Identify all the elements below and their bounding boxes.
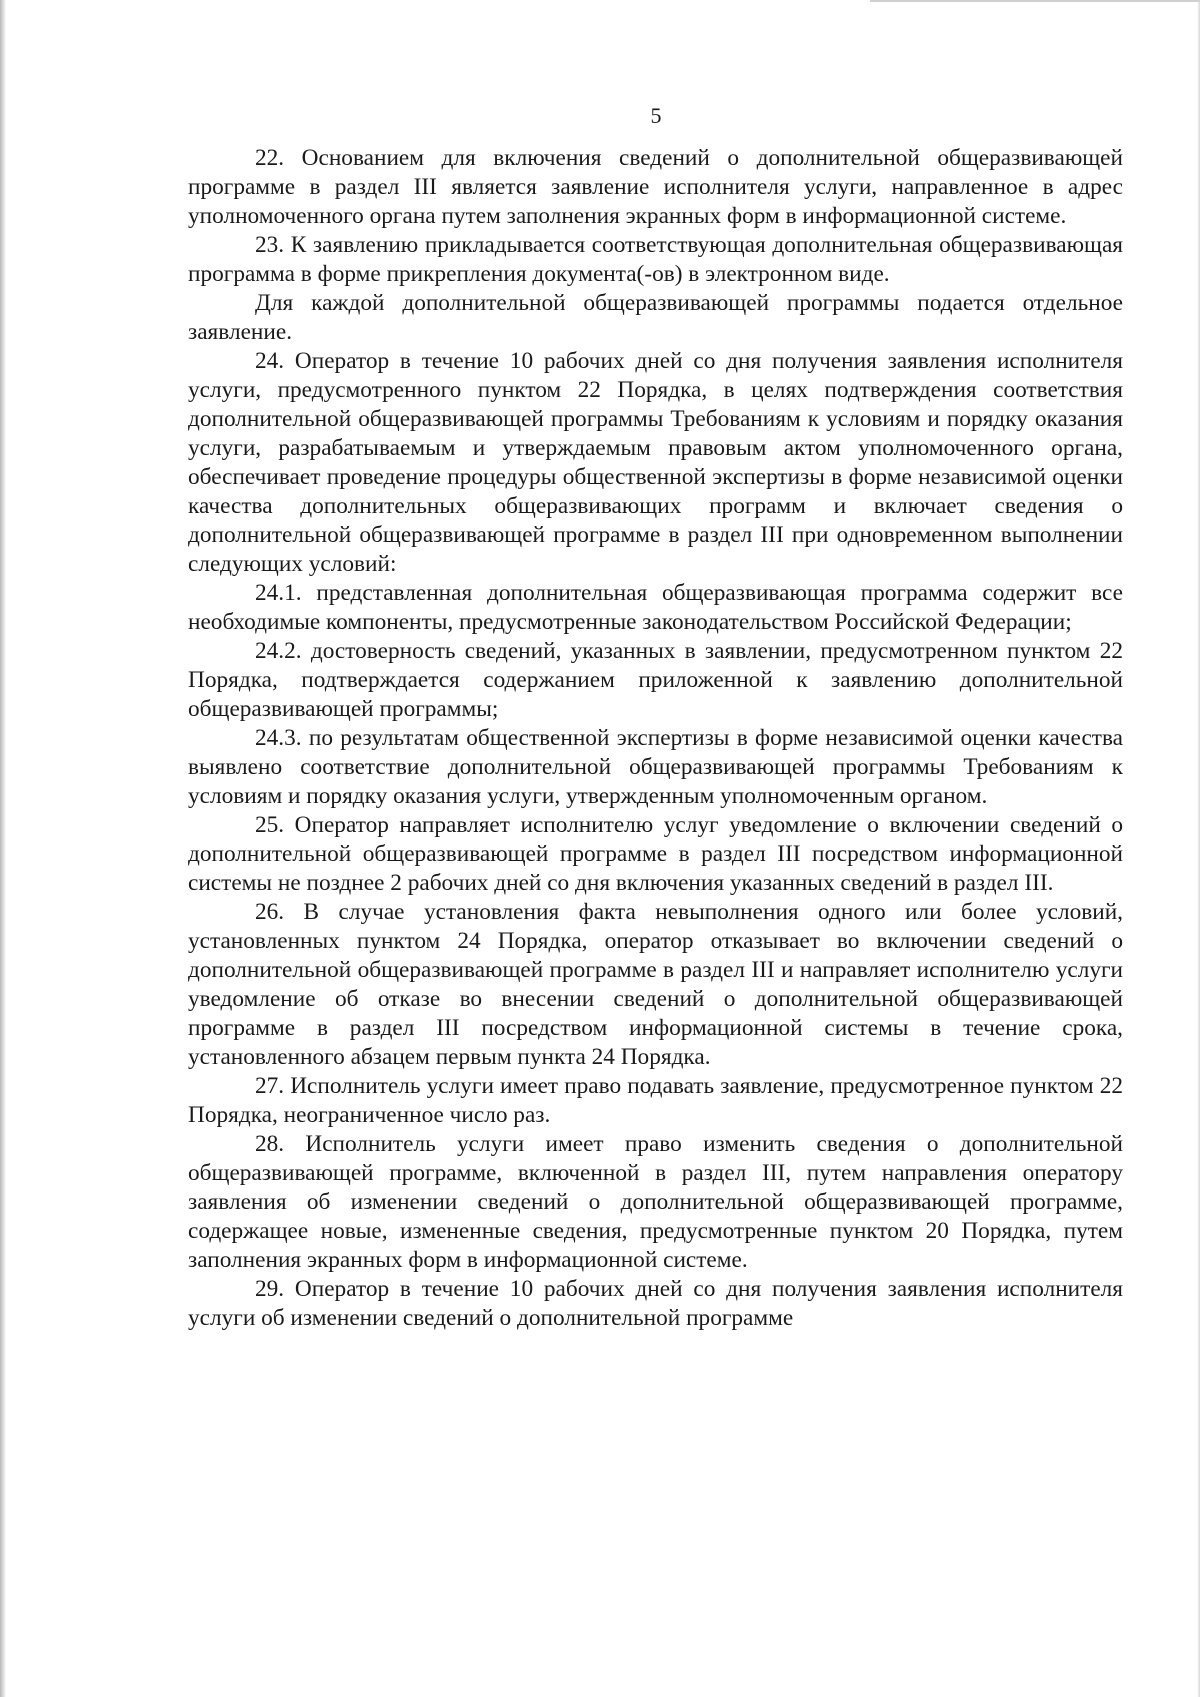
- paragraph-27: 27. Исполнитель услуги имеет право подавать заявление, предусмотренное пунктом 22 Порядка, неограниченное число раз.: [188, 1073, 1123, 1128]
- paragraph-25: 25. Оператор направляет исполнителю услуг уведомление о включении сведений о дополнительной общеразвивающей программе в раздел III посредством информационной системы не позднее 2 рабочих дней со дня включения указанных сведений в раздел III.: [188, 812, 1123, 896]
- scan-top-edge: [870, 0, 1200, 2]
- paragraph-24-2: 24.2. достоверность сведений, указанных в заявлении, предусмотренном пунктом 22 Порядка, подтверждается содержанием приложенной к заявлению дополнительной общеразвивающей программы;: [188, 638, 1123, 722]
- paragraph-23: 23. К заявлению прикладывается соответствующая дополнительная общеразвивающая программа в форме прикрепления документа(-ов) в электронном виде.: [188, 232, 1123, 287]
- document-body: [188, 144, 1123, 1333]
- paragraph-24-3: 24.3. по результатам общественной экспертизы в форме независимой оценки качества выявлено соответствие дополнительной общеразвивающей программы Требованиям к условиям и порядку оказания услуги, утвержденным уполномоченным органом.: [188, 725, 1123, 809]
- scan-left-edge: [0, 0, 6, 1697]
- paragraph-24-1: 24.1. представленная дополнительная общеразвивающая программа содержит все необходимые компоненты, предусмотренные законодательством Российской Федерации;: [188, 580, 1123, 635]
- paragraph-26: 26. В случае установления факта невыполнения одного или более условий, установленных пунктом 24 Порядка, оператор отказывает во включении сведений о дополнительной общеразвивающей программе в раздел III и направляет исполнителю услуги уведомление об отказе во внесении сведений о дополнительной общеразвивающей программе в раздел III посредством информационной системы в течение срока, установленного абзацем первым пункта 24 Порядка.: [188, 899, 1123, 1070]
- paragraph-28: 28. Исполнитель услуги имеет право изменить сведения о дополнительной общеразвивающей программе, включенной в раздел III, путем направления оператору заявления об изменении сведений о дополнительной общеразвивающей программе, содержащее новые, измененные сведения, предусмотренные пунктом 20 Порядка, путем заполнения экранных форм в информационной системе.: [188, 1131, 1123, 1273]
- paragraph-22: 22. Основанием для включения сведений о дополнительной общеразвивающей программе в раздел III является заявление исполнителя услуги, направленное в адрес уполномоченного органа путем заполнения экранных форм в информационной системе.: [188, 145, 1123, 229]
- paragraph-29: 29. Оператор в течение 10 рабочих дней со дня получения заявления исполнителя услуги об изменении сведений о дополнительной программе: [188, 1276, 1123, 1331]
- paragraph-23-note: Для каждой дополнительной общеразвивающей программы подается отдельное заявление.: [188, 290, 1123, 345]
- paragraph-24: 24. Оператор в течение 10 рабочих дней со дня получения заявления исполнителя услуги, предусмотренного пунктом 22 Порядка, в целях подтверждения соответствия дополнительной общеразвивающей программы Требованиям к условиям и порядку оказания услуги, разрабатываемым и утверждаемым правовым актом уполномоченного органа, обеспечивает проведение процедуры общественной экспертизы в форме независимой оценки качества дополнительных общеразвивающих программ и включает сведения о дополнительной общеразвивающей программе в раздел III при одновременном выполнении следующих условий:: [188, 348, 1123, 577]
- page-number: 5: [650, 103, 662, 128]
